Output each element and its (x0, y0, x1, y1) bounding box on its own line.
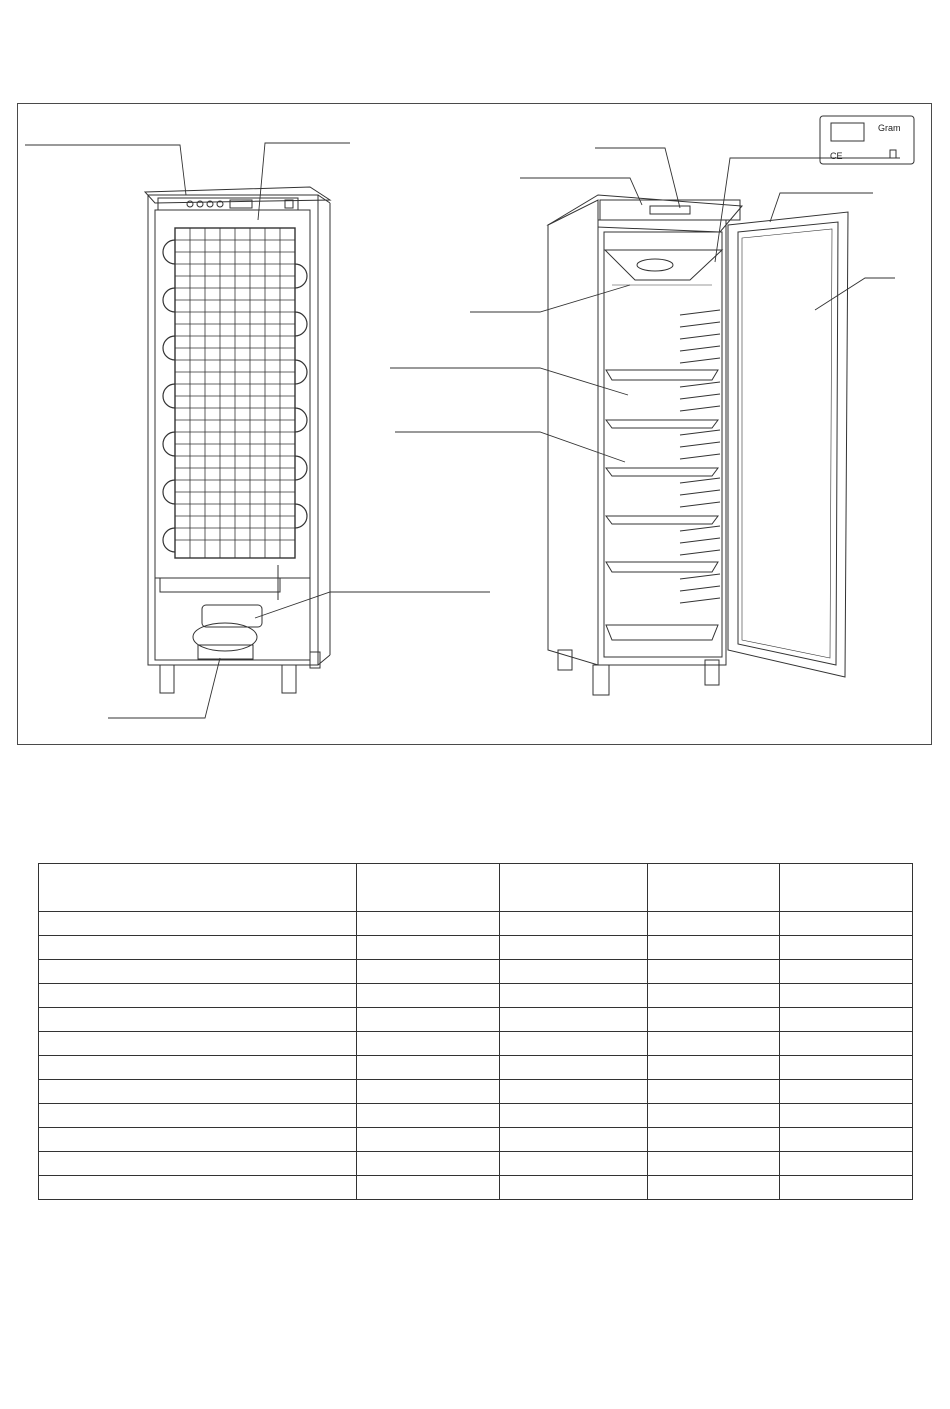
table-cell (357, 1176, 500, 1200)
shelves (606, 370, 718, 640)
table-header-row (39, 864, 913, 912)
table-cell (500, 1056, 648, 1080)
table-cell (39, 936, 357, 960)
control-panel-ce-mark: CE (830, 151, 843, 161)
callout-lines-left (25, 143, 490, 718)
table-row (39, 1032, 913, 1056)
table-cell (39, 912, 357, 936)
header-cell (500, 864, 648, 912)
table-cell (39, 1008, 357, 1032)
table-row (39, 984, 913, 1008)
table-row (39, 912, 913, 936)
table-cell (780, 936, 913, 960)
table-cell (39, 1080, 357, 1104)
table-cell (780, 960, 913, 984)
table-row (39, 1008, 913, 1032)
table-cell (780, 984, 913, 1008)
control-panel-brand: Gram (878, 123, 901, 133)
table-cell (357, 936, 500, 960)
table-cell (500, 1080, 648, 1104)
table-cell (500, 1032, 648, 1056)
spec-table (38, 863, 913, 1200)
table-cell (357, 1056, 500, 1080)
header-cell (39, 864, 357, 912)
table-row (39, 1128, 913, 1152)
table-cell (780, 1104, 913, 1128)
tray-guides (680, 310, 720, 603)
table-cell (357, 960, 500, 984)
table-cell (648, 984, 780, 1008)
table-row (39, 1176, 913, 1200)
table-cell (648, 1152, 780, 1176)
table-cell (500, 984, 648, 1008)
table-cell (39, 1056, 357, 1080)
table-cell (39, 1176, 357, 1200)
table-cell (648, 1080, 780, 1104)
table-cell (780, 1080, 913, 1104)
table-cell (500, 936, 648, 960)
cabinet-rear-view (145, 187, 330, 693)
table-cell (648, 936, 780, 960)
table-cell (39, 1032, 357, 1056)
table-row (39, 960, 913, 984)
table-cell (648, 1128, 780, 1152)
table-cell (39, 1104, 357, 1128)
table-cell (39, 984, 357, 1008)
table-cell (500, 1104, 648, 1128)
table-cell (780, 1008, 913, 1032)
table-cell (648, 1056, 780, 1080)
table-row (39, 1104, 913, 1128)
table-cell (500, 912, 648, 936)
table-cell (357, 1080, 500, 1104)
header-cell (780, 864, 913, 912)
table-row (39, 936, 913, 960)
table-cell (780, 1128, 913, 1152)
table-cell (500, 960, 648, 984)
table-cell (780, 1032, 913, 1056)
table-cell (500, 1128, 648, 1152)
cabinet-front-view (548, 195, 848, 695)
table-cell (357, 984, 500, 1008)
table-cell (648, 1104, 780, 1128)
control-panel-inset (820, 116, 914, 164)
header-cell (357, 864, 500, 912)
table-cell (648, 1032, 780, 1056)
table-cell (500, 1152, 648, 1176)
table-cell (648, 960, 780, 984)
table-cell (648, 912, 780, 936)
table-cell (357, 1008, 500, 1032)
table-cell (780, 912, 913, 936)
table-cell (39, 1152, 357, 1176)
table-row (39, 1152, 913, 1176)
table-cell (357, 1128, 500, 1152)
header-cell (648, 864, 780, 912)
table-cell (780, 1176, 913, 1200)
table-cell (780, 1056, 913, 1080)
table-cell (648, 1008, 780, 1032)
table-cell (500, 1176, 648, 1200)
table-cell (39, 1128, 357, 1152)
table-row (39, 1056, 913, 1080)
table-cell (357, 1104, 500, 1128)
table-cell (357, 1032, 500, 1056)
table-cell (500, 1008, 648, 1032)
table-cell (780, 1152, 913, 1176)
table-cell (648, 1176, 780, 1200)
table-cell (39, 960, 357, 984)
table-row (39, 1080, 913, 1104)
table-cell (357, 1152, 500, 1176)
table-cell (357, 912, 500, 936)
condenser-fins (175, 228, 295, 558)
